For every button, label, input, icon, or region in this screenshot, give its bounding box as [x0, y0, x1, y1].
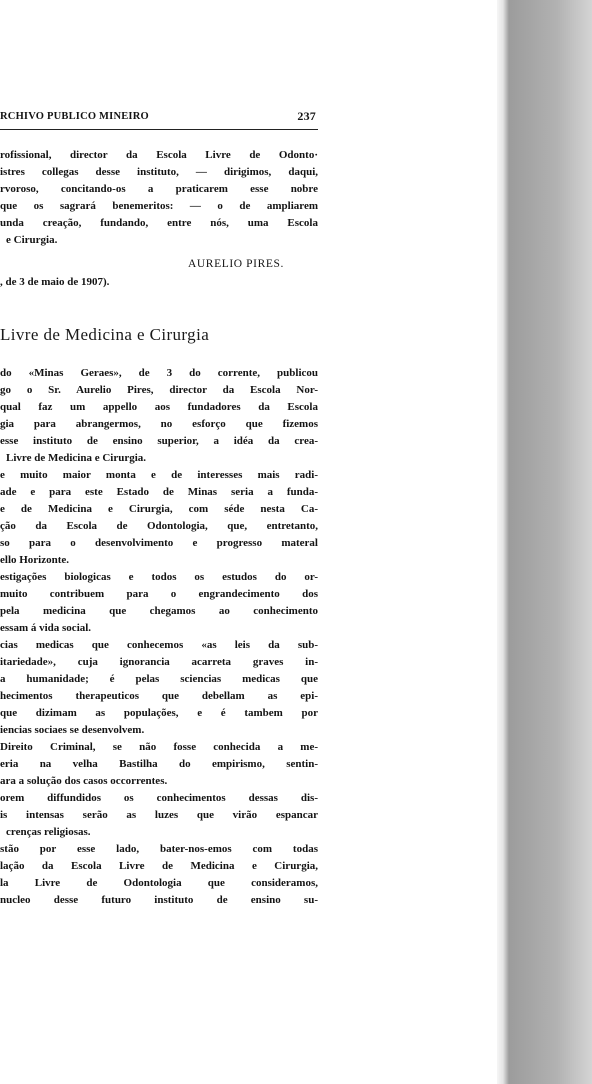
body-line: eria na velha Bastilha do empirismo, sentin-: [0, 758, 318, 770]
body-line: pela medicina que chegamos ao conhecimento: [0, 605, 318, 617]
body-line: do «Minas Geraes», de 3 do corrente, publicou: [0, 367, 318, 379]
text-line: que os sagrará benemeritos: — o de ampliarem: [0, 200, 318, 212]
page-header: [0, 109, 318, 130]
text-line: istres collegas desse instituto, — dirigimos, daqui,: [0, 166, 318, 178]
body-line: qual faz um appello aos fundadores da Escola: [0, 401, 318, 413]
body-line: lação da Escola Livre de Medicina e Cirurgia,: [0, 860, 318, 872]
body-line: itariedade», cuja ignorancia acarreta graves in-: [0, 656, 318, 668]
body-line: estigações biologicas e todos os estudos do or-: [0, 571, 318, 583]
book-gutter-shadow: [497, 0, 592, 1084]
body-line: ade e para este Estado de Minas seria a funda-: [0, 486, 318, 498]
body-line: stão por esse lado, bater-nos-emos com todas: [0, 843, 318, 855]
text-line: unda creação, fundando, entre nós, uma Escola: [0, 217, 318, 229]
body-line: so para o desenvolvimento e progresso materal: [0, 537, 318, 549]
body-line: Direito Criminal, se não fosse conhecida a me-: [0, 741, 318, 753]
body-line: nucleo desse futuro instituto de ensino su-: [0, 894, 318, 906]
body-line: iencias sociaes se desenvolvem.: [0, 724, 145, 736]
body-line: ara a solução dos casos occorrentes.: [0, 775, 168, 787]
text-line: rvoroso, concitando-os a praticarem esse nobre: [0, 183, 318, 195]
body-line: Livre de Medicina e Cirurgia.: [6, 452, 147, 464]
body-line: gia para abrangermos, no esforço que fizemos: [0, 418, 318, 430]
section-heading: Livre de Medicina e Cirurgia: [0, 325, 210, 344]
body-line: go o Sr. Aurelio Pires, director da Escola Nor-: [0, 384, 318, 396]
body-line: e de Medicina e Cirurgia, com séde nesta Ca-: [0, 503, 318, 515]
running-title: RCHIVO PUBLICO MINEIRO: [0, 111, 149, 122]
body-line: essam á vida social.: [0, 622, 92, 634]
body-line: que dizimam as populações, e é tambem por: [0, 707, 318, 719]
body-line: crenças religiosas.: [6, 826, 91, 838]
body-line: orem diffundidos os conhecimentos dessas dis-: [0, 792, 318, 804]
text-line: rofissional, director da Escola Livre de Odonto·: [0, 149, 318, 161]
body-line: muito contribuem para o engrandecimento dos: [0, 588, 318, 600]
body-line: a humanidade; é pelas sciencias medicas que: [0, 673, 318, 685]
body-line: e muito maior monta e de interesses mais radi-: [0, 469, 318, 481]
body-line: esse instituto de ensino superior, a idéa da crea-: [0, 435, 318, 447]
page-number: 237: [297, 109, 316, 123]
date-line: , de 3 de maio de 1907).: [0, 276, 110, 288]
body-line: la Livre de Odontologia que consideramos,: [0, 877, 318, 889]
text-line: e Cirurgia.: [6, 234, 58, 246]
body-line: hecimentos therapeuticos que debellam as epi-: [0, 690, 318, 702]
body-line: ello Horizonte.: [0, 554, 70, 566]
body-line: ção da Escola de Odontologia, que, entretanto,: [0, 520, 318, 532]
body-line: cias medicas que conhecemos «as leis da sub-: [0, 639, 318, 651]
signature: AURELIO PIRES.: [188, 258, 284, 270]
body-line: is intensas serão as luzes que virão espancar: [0, 809, 318, 821]
